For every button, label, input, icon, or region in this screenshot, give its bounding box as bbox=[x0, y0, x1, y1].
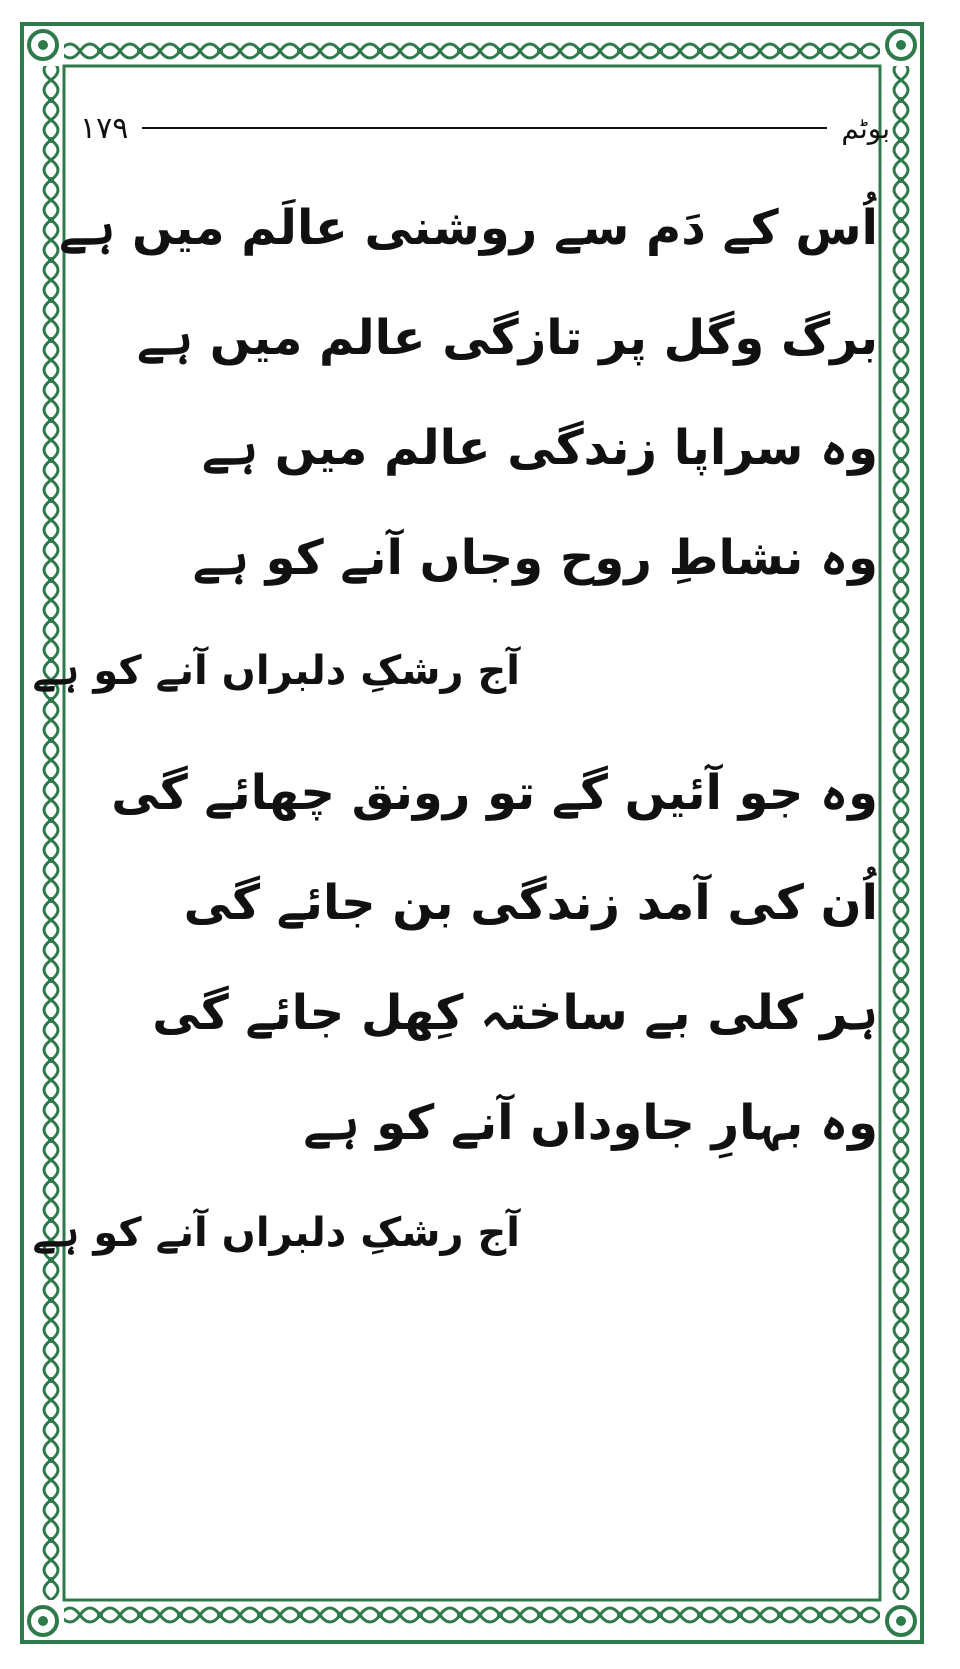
page-header bbox=[80, 108, 890, 148]
page-number: ۱۷۹ bbox=[80, 110, 129, 146]
refrain-line: آج رشکِ دلبراں آنے کو ہے bbox=[32, 1210, 520, 1256]
running-title: بوٹم bbox=[841, 111, 890, 145]
header-rule bbox=[142, 127, 827, 129]
refrain-line: آج رشکِ دلبراں آنے کو ہے bbox=[32, 648, 520, 694]
verse-line: وہ سراپا زندگی عالم میں ہے bbox=[201, 420, 878, 476]
verse-line: وہ بہارِ جاوداں آنے کو ہے bbox=[303, 1095, 878, 1151]
verse-line: اُن کی آمد زندگی بن جائے گی bbox=[183, 875, 878, 931]
verse-line: ہر کلی بے ساختہ کِھل جائے گی bbox=[152, 985, 878, 1041]
verse-line: برگ وگل پر تازگی عالم میں ہے bbox=[136, 310, 878, 366]
verse-line: اُس کے دَم سے روشنی عالَم میں ہے bbox=[59, 200, 878, 256]
verse-line: وہ نشاطِ روح وجاں آنے کو ہے bbox=[192, 530, 878, 586]
verse-line: وہ جو آئیں گے تو رونق چھائے گی bbox=[111, 765, 878, 821]
